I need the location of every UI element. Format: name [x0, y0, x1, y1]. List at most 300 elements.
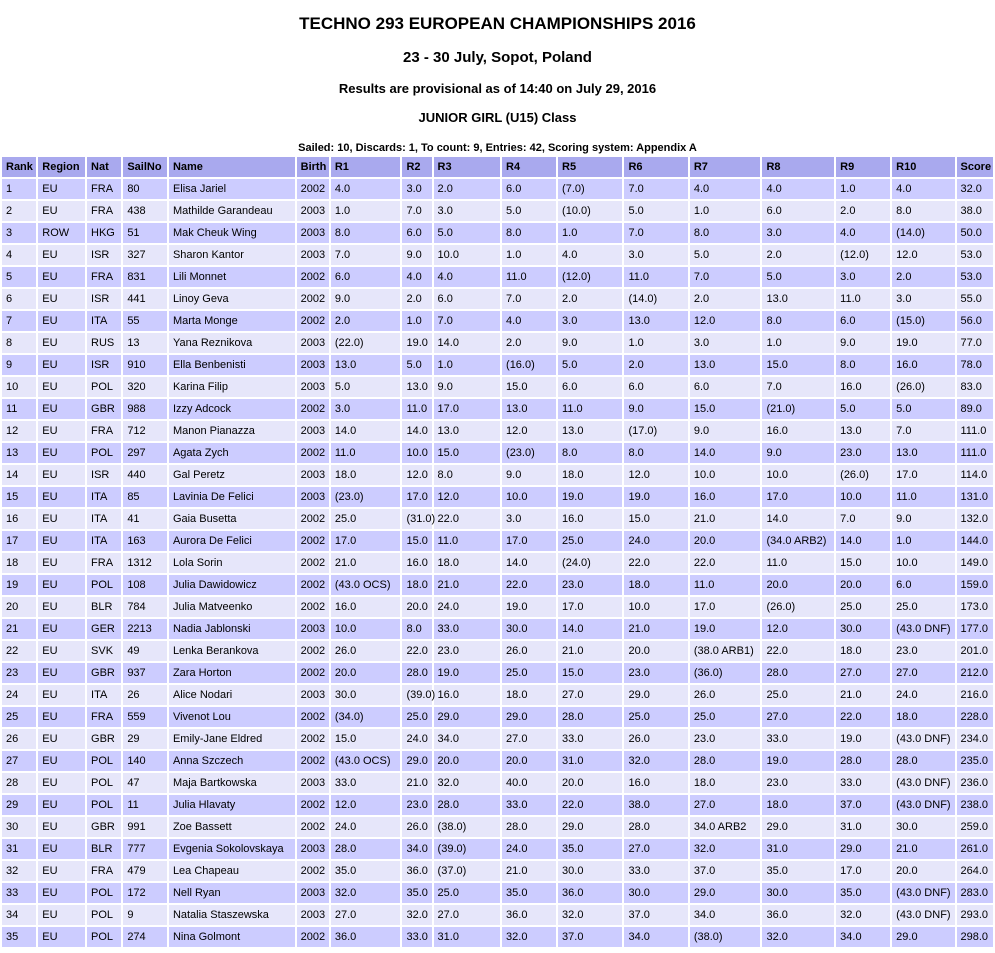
cell-sailno: 910 — [123, 355, 167, 375]
cell-r4: 1.0 — [502, 245, 556, 265]
cell-r2: 28.0 — [402, 663, 431, 683]
cell-name: Lavinia De Felici — [169, 487, 295, 507]
cell-nat: ITA — [87, 509, 121, 529]
cell-nat: ISR — [87, 355, 121, 375]
cell-r6: 21.0 — [624, 619, 687, 639]
cell-rank: 7 — [2, 311, 36, 331]
cell-rank: 24 — [2, 685, 36, 705]
cell-r5: 25.0 — [558, 531, 622, 551]
cell-r7: 27.0 — [690, 795, 761, 815]
cell-name: Karina Filip — [169, 377, 295, 397]
cell-nat: FRA — [87, 421, 121, 441]
cell-r4: 35.0 — [502, 883, 556, 903]
cell-r10: 27.0 — [892, 663, 954, 683]
cell-region: EU — [38, 729, 85, 749]
cell-r8: 14.0 — [762, 509, 834, 529]
cell-rank: 10 — [2, 377, 36, 397]
cell-r6: 29.0 — [624, 685, 687, 705]
cell-region: EU — [38, 289, 85, 309]
cell-r2: 2.0 — [402, 289, 431, 309]
column-header-rank: Rank — [2, 157, 36, 177]
cell-r8: 30.0 — [762, 883, 834, 903]
cell-nat: POL — [87, 443, 121, 463]
cell-r10: 30.0 — [892, 817, 954, 837]
cell-r4: 28.0 — [502, 817, 556, 837]
cell-r7: 4.0 — [690, 179, 761, 199]
cell-r10: 6.0 — [892, 575, 954, 595]
cell-r6: (14.0) — [624, 289, 687, 309]
table-row — [2, 245, 993, 265]
cell-rank: 12 — [2, 421, 36, 441]
cell-r8: 13.0 — [762, 289, 834, 309]
provisional-note: Results are provisional as of 14:40 on July 29, 2016 — [338, 81, 657, 96]
cell-name: Alice Nodari — [169, 685, 295, 705]
cell-r9: 25.0 — [836, 597, 890, 617]
table-row — [2, 531, 993, 551]
cell-score: 111.0 — [957, 421, 994, 441]
cell-score: 228.0 — [957, 707, 994, 727]
table-row — [2, 267, 993, 287]
cell-sailno: 441 — [123, 289, 167, 309]
cell-r1: (22.0) — [331, 333, 401, 353]
cell-r1: 3.0 — [331, 399, 401, 419]
cell-r10: 8.0 — [892, 201, 954, 221]
cell-r2: 12.0 — [402, 465, 431, 485]
cell-sailno: 9 — [123, 905, 167, 925]
cell-score: 216.0 — [957, 685, 994, 705]
cell-sailno: 784 — [123, 597, 167, 617]
table-row — [2, 465, 993, 485]
cell-name: Aurora De Felici — [169, 531, 295, 551]
cell-r9: 14.0 — [836, 531, 890, 551]
cell-sailno: 988 — [123, 399, 167, 419]
cell-score: 173.0 — [957, 597, 994, 617]
cell-region: EU — [38, 553, 85, 573]
cell-r6: 13.0 — [624, 311, 687, 331]
cell-r3: 16.0 — [434, 685, 500, 705]
cell-region: EU — [38, 311, 85, 331]
cell-r2: 13.0 — [402, 377, 431, 397]
cell-r3: 18.0 — [434, 553, 500, 573]
cell-r5: 4.0 — [558, 245, 622, 265]
cell-sailno: 47 — [123, 773, 167, 793]
cell-rank: 2 — [2, 201, 36, 221]
cell-r6: 26.0 — [624, 729, 687, 749]
cell-r1: 5.0 — [331, 377, 401, 397]
cell-nat: FRA — [87, 201, 121, 221]
cell-birth: 2002 — [297, 311, 329, 331]
cell-rank: 1 — [2, 179, 36, 199]
cell-r7: 19.0 — [690, 619, 761, 639]
cell-r1: 12.0 — [331, 795, 401, 815]
cell-r4: 30.0 — [502, 619, 556, 639]
cell-nat: FRA — [87, 707, 121, 727]
cell-region: EU — [38, 179, 85, 199]
cell-sailno: 108 — [123, 575, 167, 595]
cell-r6: 27.0 — [624, 839, 687, 859]
cell-r8: 33.0 — [762, 729, 834, 749]
cell-r5: 20.0 — [558, 773, 622, 793]
cell-r1: 33.0 — [331, 773, 401, 793]
cell-score: 131.0 — [957, 487, 994, 507]
cell-r3: 8.0 — [434, 465, 500, 485]
cell-birth: 2003 — [297, 245, 329, 265]
cell-r6: 23.0 — [624, 663, 687, 683]
cell-r3: 10.0 — [434, 245, 500, 265]
cell-region: EU — [38, 267, 85, 287]
cell-nat: GBR — [87, 729, 121, 749]
cell-name: Nina Golmont — [169, 927, 295, 947]
cell-r2: 26.0 — [402, 817, 431, 837]
cell-score: 212.0 — [957, 663, 994, 683]
cell-r9: 18.0 — [836, 641, 890, 661]
cell-r10: (43.0 DNF) — [892, 729, 954, 749]
cell-rank: 23 — [2, 663, 36, 683]
cell-r4: 17.0 — [502, 531, 556, 551]
cell-r3: 22.0 — [434, 509, 500, 529]
cell-r7: 9.0 — [690, 421, 761, 441]
cell-r5: 8.0 — [558, 443, 622, 463]
cell-r7: 15.0 — [690, 399, 761, 419]
cell-r4: 12.0 — [502, 421, 556, 441]
cell-r2: 23.0 — [402, 795, 431, 815]
cell-name: Lola Sorin — [169, 553, 295, 573]
cell-birth: 2002 — [297, 861, 329, 881]
cell-r1: 16.0 — [331, 597, 401, 617]
cell-r10: 5.0 — [892, 399, 954, 419]
table-row — [2, 311, 993, 331]
cell-r9: 35.0 — [836, 883, 890, 903]
cell-r6: 7.0 — [624, 223, 687, 243]
table-row — [2, 663, 993, 683]
cell-r7: 34.0 ARB2 — [690, 817, 761, 837]
cell-r1: 11.0 — [331, 443, 401, 463]
cell-sailno: 49 — [123, 641, 167, 661]
cell-region: EU — [38, 641, 85, 661]
cell-birth: 2002 — [297, 641, 329, 661]
cell-r8: 19.0 — [762, 751, 834, 771]
cell-r6: 9.0 — [624, 399, 687, 419]
cell-nat: POL — [87, 795, 121, 815]
cell-r1: 17.0 — [331, 531, 401, 551]
cell-r3: 23.0 — [434, 641, 500, 661]
cell-sailno: 559 — [123, 707, 167, 727]
cell-region: EU — [38, 663, 85, 683]
cell-r4: 27.0 — [502, 729, 556, 749]
cell-r10: 24.0 — [892, 685, 954, 705]
cell-score: 235.0 — [957, 751, 994, 771]
cell-rank: 22 — [2, 641, 36, 661]
cell-r2: 15.0 — [402, 531, 431, 551]
cell-r5: (10.0) — [558, 201, 622, 221]
cell-birth: 2003 — [297, 487, 329, 507]
cell-score: 261.0 — [957, 839, 994, 859]
cell-sailno: 831 — [123, 267, 167, 287]
cell-r3: 31.0 — [434, 927, 500, 947]
table-row — [2, 905, 993, 925]
cell-nat: POL — [87, 905, 121, 925]
cell-r8: (26.0) — [762, 597, 834, 617]
table-row — [2, 795, 993, 815]
cell-r2: 14.0 — [402, 421, 431, 441]
cell-region: EU — [38, 487, 85, 507]
cell-r2: 3.0 — [402, 179, 431, 199]
cell-r10: (43.0 DNF) — [892, 619, 954, 639]
cell-r7: 22.0 — [690, 553, 761, 573]
cell-r3: 27.0 — [434, 905, 500, 925]
cell-birth: 2002 — [297, 575, 329, 595]
table-header-row — [2, 157, 993, 177]
cell-nat: SVK — [87, 641, 121, 661]
cell-r4: 10.0 — [502, 487, 556, 507]
table-row — [2, 773, 993, 793]
cell-r10: 18.0 — [892, 707, 954, 727]
cell-r8: 29.0 — [762, 817, 834, 837]
cell-r8: 22.0 — [762, 641, 834, 661]
cell-r1: 7.0 — [331, 245, 401, 265]
cell-nat: ISR — [87, 245, 121, 265]
cell-birth: 2003 — [297, 883, 329, 903]
cell-r7: 10.0 — [690, 465, 761, 485]
cell-nat: GBR — [87, 663, 121, 683]
cell-r7: 3.0 — [690, 333, 761, 353]
cell-sailno: 320 — [123, 377, 167, 397]
cell-score: 236.0 — [957, 773, 994, 793]
cell-r6: (17.0) — [624, 421, 687, 441]
cell-nat: POL — [87, 773, 121, 793]
cell-birth: 2002 — [297, 795, 329, 815]
cell-score: 201.0 — [957, 641, 994, 661]
cell-rank: 4 — [2, 245, 36, 265]
cell-r3: (38.0) — [434, 817, 500, 837]
cell-r5: 9.0 — [558, 333, 622, 353]
cell-nat: POL — [87, 751, 121, 771]
cell-r8: 18.0 — [762, 795, 834, 815]
cell-rank: 26 — [2, 729, 36, 749]
cell-r5: 31.0 — [558, 751, 622, 771]
cell-r3: 1.0 — [434, 355, 500, 375]
table-row — [2, 817, 993, 837]
cell-r4: 40.0 — [502, 773, 556, 793]
cell-birth: 2002 — [297, 179, 329, 199]
cell-birth: 2002 — [297, 663, 329, 683]
cell-r4: 25.0 — [502, 663, 556, 683]
table-row — [2, 553, 993, 573]
cell-r8: 27.0 — [762, 707, 834, 727]
cell-r6: 32.0 — [624, 751, 687, 771]
cell-r8: 28.0 — [762, 663, 834, 683]
cell-r2: 22.0 — [402, 641, 431, 661]
table-row — [2, 575, 993, 595]
cell-region: EU — [38, 773, 85, 793]
cell-r4: 3.0 — [502, 509, 556, 529]
column-header-r10: R10 — [892, 157, 954, 177]
cell-sailno: 937 — [123, 663, 167, 683]
table-row — [2, 289, 993, 309]
cell-r9: 5.0 — [836, 399, 890, 419]
cell-r2: 20.0 — [402, 597, 431, 617]
cell-r3: (37.0) — [434, 861, 500, 881]
cell-r7: 21.0 — [690, 509, 761, 529]
cell-region: EU — [38, 707, 85, 727]
table-row — [2, 179, 993, 199]
results-table — [0, 155, 995, 949]
cell-r10: (26.0) — [892, 377, 954, 397]
table-row — [2, 707, 993, 727]
cell-r6: 8.0 — [624, 443, 687, 463]
cell-r3: 11.0 — [434, 531, 500, 551]
cell-birth: 2002 — [297, 729, 329, 749]
cell-name: Julia Matveenko — [169, 597, 295, 617]
cell-r5: 13.0 — [558, 421, 622, 441]
cell-sailno: 991 — [123, 817, 167, 837]
cell-r2: (39.0) — [402, 685, 431, 705]
cell-r7: 8.0 — [690, 223, 761, 243]
cell-r8: 35.0 — [762, 861, 834, 881]
cell-region: EU — [38, 927, 85, 947]
cell-r6: 2.0 — [624, 355, 687, 375]
cell-r5: 23.0 — [558, 575, 622, 595]
cell-r7: 7.0 — [690, 267, 761, 287]
cell-r9: 8.0 — [836, 355, 890, 375]
cell-r1: 35.0 — [331, 861, 401, 881]
table-row — [2, 597, 993, 617]
cell-r8: 4.0 — [762, 179, 834, 199]
cell-r9: 7.0 — [836, 509, 890, 529]
cell-r5: 30.0 — [558, 861, 622, 881]
cell-r8: 36.0 — [762, 905, 834, 925]
cell-rank: 31 — [2, 839, 36, 859]
cell-r3: 14.0 — [434, 333, 500, 353]
cell-name: Marta Monge — [169, 311, 295, 331]
cell-nat: ISR — [87, 465, 121, 485]
cell-score: 83.0 — [957, 377, 994, 397]
cell-sailno: 479 — [123, 861, 167, 881]
cell-score: 238.0 — [957, 795, 994, 815]
cell-r9: (12.0) — [836, 245, 890, 265]
cell-rank: 33 — [2, 883, 36, 903]
column-header-r3: R3 — [434, 157, 500, 177]
cell-r6: 10.0 — [624, 597, 687, 617]
cell-r3: 2.0 — [434, 179, 500, 199]
column-header-r1: R1 — [331, 157, 401, 177]
cell-name: Mathilde Garandeau — [169, 201, 295, 221]
cell-r7: 1.0 — [690, 201, 761, 221]
event-dates: 23 - 30 July, Sopot, Poland — [403, 49, 592, 66]
cell-sailno: 80 — [123, 179, 167, 199]
cell-region: EU — [38, 355, 85, 375]
cell-r7: (38.0 ARB1) — [690, 641, 761, 661]
cell-r3: 5.0 — [434, 223, 500, 243]
cell-r6: 38.0 — [624, 795, 687, 815]
cell-r9: 32.0 — [836, 905, 890, 925]
cell-rank: 14 — [2, 465, 36, 485]
cell-nat: BLR — [87, 839, 121, 859]
cell-r7: 14.0 — [690, 443, 761, 463]
cell-r2: 6.0 — [402, 223, 431, 243]
cell-birth: 2003 — [297, 905, 329, 925]
cell-r3: 24.0 — [434, 597, 500, 617]
cell-r7: (36.0) — [690, 663, 761, 683]
column-header-r2: R2 — [402, 157, 431, 177]
cell-r5: 21.0 — [558, 641, 622, 661]
cell-name: Gal Peretz — [169, 465, 295, 485]
cell-r6: 6.0 — [624, 377, 687, 397]
cell-r3: 7.0 — [434, 311, 500, 331]
cell-r1: 2.0 — [331, 311, 401, 331]
cell-r4: 15.0 — [502, 377, 556, 397]
cell-rank: 18 — [2, 553, 36, 573]
cell-r5: 28.0 — [558, 707, 622, 727]
cell-name: Yana Reznikova — [169, 333, 295, 353]
cell-r4: (16.0) — [502, 355, 556, 375]
cell-r7: 2.0 — [690, 289, 761, 309]
cell-name: Agata Zych — [169, 443, 295, 463]
cell-name: Linoy Geva — [169, 289, 295, 309]
cell-r9: 28.0 — [836, 751, 890, 771]
cell-r10: 3.0 — [892, 289, 954, 309]
cell-r2: 16.0 — [402, 553, 431, 573]
cell-nat: GER — [87, 619, 121, 639]
cell-r2: 32.0 — [402, 905, 431, 925]
column-header-r5: R5 — [558, 157, 622, 177]
cell-r9: 10.0 — [836, 487, 890, 507]
cell-birth: 2002 — [297, 817, 329, 837]
cell-r1: 28.0 — [331, 839, 401, 859]
cell-birth: 2003 — [297, 465, 329, 485]
cell-r8: (21.0) — [762, 399, 834, 419]
cell-r4: 21.0 — [502, 861, 556, 881]
cell-r10: 23.0 — [892, 641, 954, 661]
class-title: JUNIOR GIRL (U15) Class — [418, 110, 577, 125]
cell-region: EU — [38, 421, 85, 441]
cell-r2: (31.0) — [402, 509, 431, 529]
cell-sailno: 13 — [123, 333, 167, 353]
cell-r7: 5.0 — [690, 245, 761, 265]
cell-r6: 33.0 — [624, 861, 687, 881]
cell-r2: 5.0 — [402, 355, 431, 375]
cell-r3: 9.0 — [434, 377, 500, 397]
cell-region: EU — [38, 531, 85, 551]
cell-birth: 2003 — [297, 773, 329, 793]
cell-r6: 15.0 — [624, 509, 687, 529]
cell-nat: FRA — [87, 267, 121, 287]
cell-r6: 20.0 — [624, 641, 687, 661]
cell-birth: 2002 — [297, 443, 329, 463]
cell-score: 298.0 — [957, 927, 994, 947]
cell-region: EU — [38, 905, 85, 925]
cell-r2: 19.0 — [402, 333, 431, 353]
cell-region: EU — [38, 839, 85, 859]
cell-name: Ella Benbenisti — [169, 355, 295, 375]
cell-r8: 11.0 — [762, 553, 834, 573]
table-row — [2, 355, 993, 375]
table-row — [2, 685, 993, 705]
cell-r5: 14.0 — [558, 619, 622, 639]
cell-r3: 4.0 — [434, 267, 500, 287]
cell-r7: 23.0 — [690, 729, 761, 749]
cell-r10: 25.0 — [892, 597, 954, 617]
table-row — [2, 443, 993, 463]
cell-r1: 1.0 — [331, 201, 401, 221]
cell-r1: 13.0 — [331, 355, 401, 375]
cell-region: EU — [38, 575, 85, 595]
cell-nat: POL — [87, 883, 121, 903]
cell-r7: 26.0 — [690, 685, 761, 705]
cell-r10: 20.0 — [892, 861, 954, 881]
cell-r1: (34.0) — [331, 707, 401, 727]
cell-r6: 3.0 — [624, 245, 687, 265]
